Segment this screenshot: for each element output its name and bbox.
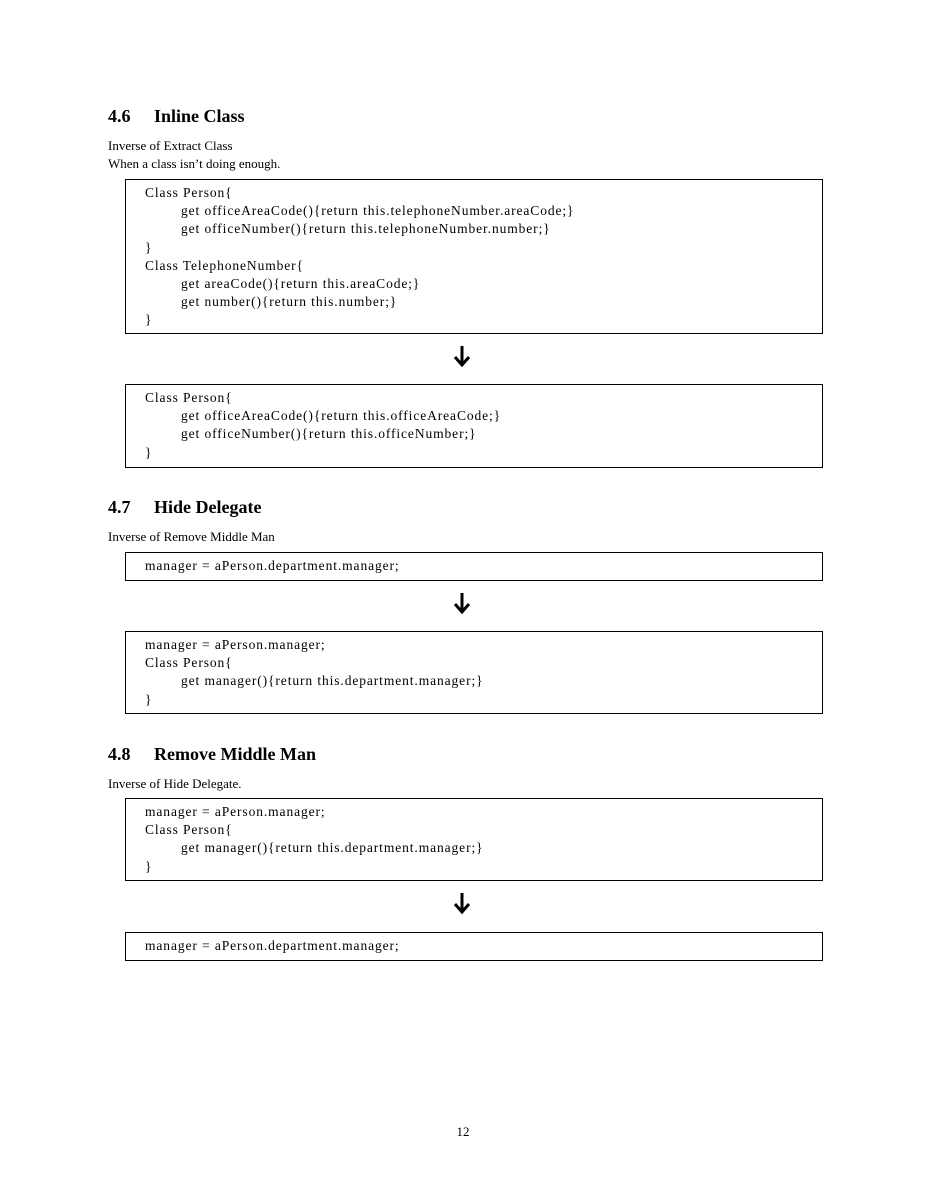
section-number: 4.6: [108, 106, 131, 126]
code-line: }: [145, 858, 153, 874]
section-heading-inline-class: [108, 106, 245, 126]
code-block-after: [125, 384, 823, 468]
code-line: get number(){return this.number;}: [181, 294, 398, 310]
code-line: Class Person{: [145, 390, 233, 405]
code-line: get officeAreaCode(){return this.officeAreaCode;}: [181, 408, 502, 424]
code-block-before: [125, 798, 823, 881]
code-line: }: [145, 444, 153, 460]
section-title: Remove Middle Man: [154, 744, 316, 764]
code-line: }: [145, 239, 153, 255]
section-description: Inverse of Extract Class: [108, 138, 233, 153]
section-description: When a class isn’t doing enough.: [108, 156, 281, 171]
code-line: }: [145, 312, 153, 328]
section-number: 4.8: [108, 744, 131, 764]
section-heading-remove-middle-man: [108, 744, 316, 764]
section-description: Inverse of Hide Delegate.: [108, 776, 242, 791]
code-line: manager = aPerson.manager;: [145, 804, 326, 819]
down-arrow-icon: [451, 891, 473, 915]
code-line: Class Person{: [145, 655, 233, 671]
code-line: }: [145, 691, 153, 707]
code-line: Class TelephoneNumber{: [145, 257, 304, 273]
code-block-after: [125, 932, 823, 961]
section-description: Inverse of Remove Middle Man: [108, 529, 275, 544]
code-line: get officeNumber(){return this.telephoneNumber.number;}: [181, 221, 551, 237]
code-line: Class Person{: [145, 185, 233, 200]
code-line: manager = aPerson.department.manager;: [145, 558, 400, 573]
page-number: 12: [456, 1124, 470, 1139]
code-line: get manager(){return this.department.manager;}: [181, 673, 484, 689]
section-number: 4.7: [108, 497, 131, 517]
code-line: get officeNumber(){return this.officeNumber;}: [181, 426, 477, 442]
code-line: manager = aPerson.manager;: [145, 637, 326, 652]
code-line: get officeAreaCode(){return this.telephoneNumber.areaCode;}: [181, 203, 575, 219]
section-heading-hide-delegate: [108, 497, 261, 517]
down-arrow-icon: [451, 344, 473, 368]
code-block-before: [125, 179, 823, 334]
section-title: Inline Class: [154, 106, 245, 126]
code-block-after: [125, 631, 823, 714]
code-block-before: [125, 552, 823, 581]
down-arrow-icon: [451, 591, 473, 615]
code-line: Class Person{: [145, 822, 233, 838]
code-line: manager = aPerson.department.manager;: [145, 938, 400, 953]
code-line: get manager(){return this.department.manager;}: [181, 840, 484, 856]
code-line: get areaCode(){return this.areaCode;}: [181, 275, 421, 291]
section-title: Hide Delegate: [154, 497, 262, 517]
